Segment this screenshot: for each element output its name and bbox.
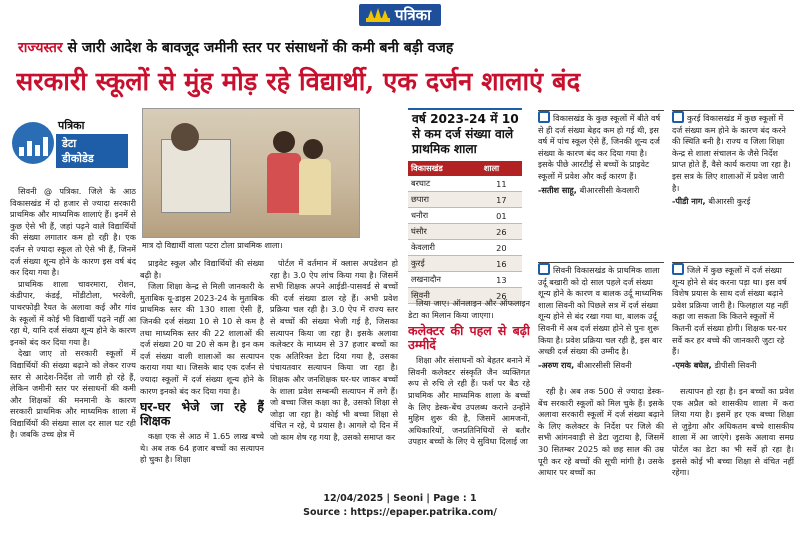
table-row	[408, 208, 522, 224]
col6-paragraph: सत्यापन हो रहा है। इन बच्चों का प्रवेश एक अप्रैल को शासकीय शाला में करा लिया गया है। इसमें हर एक बच्चा शिक्षा से जुड़ेगा और अधिकतम बच्चे शासकीय शाला में आ जाएंगे। इसके अलावा समग्र पोर्टल का डेटा का भी सर्वे हो रहा है। इससे कोई भी बच्चा शिक्षा से वंचित नहीं रहेगा।	[672, 386, 794, 478]
table-cell: 26	[481, 224, 522, 240]
author-role: बीआरसी कुरई	[708, 196, 751, 207]
table-row	[408, 224, 522, 240]
page-footer	[0, 492, 800, 520]
col2-paragraph: कक्षा एक से आठ में 1.65 लाख बच्चे थे। अब तक 64 हजार बच्चों का सत्यापन हो चुका है। शिक्षा	[140, 431, 264, 465]
col1-paragraph: सिवनी @ पत्रिका. जिले के आठ विकासखंड में दो हजार से ज्यादा सरकारी प्राथमिक और माध्यमिक शालाएं हैं। इनमें से कुछ ऐसे भी हैं, जहां पढ़ने वाले विद्यार्थियों की संख्या लगातार कम हो रही है। एक दर्जन से ज्यादा स्कूल तो ऐसे भी हैं, जिनमें दर्ज संख्या शून्य होने के कारण इस वर्ष बंद कर दिया गया है।	[10, 186, 136, 278]
table-cell: 16	[481, 256, 522, 272]
student-head	[273, 131, 295, 153]
photo-caption: मात्र दो विद्यार्थी वाला पटरा टोला प्राथमिक शाला।	[142, 241, 283, 250]
badge-line2: डीकोडेड	[62, 152, 94, 165]
col5-paragraph: रही है। अब तक 500 से ज्यादा डेस्क-बेंच सरकारी स्कूलों को मिल चुके हैं। इसके अलावा सरकारी स्कूलों में दर्ज संख्या बढ़ाने के लिए कलेक्टर के निर्देश पर जिले की सभी आंगनवाड़ी से डेटा जुटाया है, जिसमें 30 सितम्बर 2025 को छह साल की उम्र पूरी कर रहे बच्चों की सूची मांगी है। उसके आधार पर बच्चों का	[538, 386, 664, 478]
col4-paragraph: शिक्षा और संसाधनों को बेहतर बनाने में सिवनी कलेक्टर संस्कृति जैन व्यक्तिगत रूप से रुचि ले रही हैं। फर्श पर बैठ रहे प्राथमिक और माध्यमिक शाला के बच्चों के लिए डेस्क-बेंच उपलब्ध कराने उन्होंने मुहिम शुरू की है, जिसमें आमजनों, अधिकारियों, जनप्रतिनिधियों से बतौर उपहार बच्चों के लिए ये सुविधा दिलाई जा	[408, 355, 530, 447]
headline: सरकारी स्कूलों से मुंह मोड़ रहे विद्यार्थी, एक दर्जन शालाएं बंद	[16, 67, 581, 97]
quote-box	[538, 110, 664, 256]
table-row	[408, 176, 522, 192]
quote-author	[672, 360, 794, 372]
article-column-1	[10, 186, 136, 492]
article-column-5	[538, 386, 664, 492]
table-cell: 17	[481, 192, 522, 208]
table-cell: 01	[481, 208, 522, 224]
quote-author	[538, 185, 664, 197]
table-header: विकासखंड	[408, 161, 481, 176]
masthead-brand: पत्रिका	[394, 6, 432, 24]
student-figure	[267, 153, 301, 213]
quote-box	[672, 262, 794, 382]
author-role: बीआरसीसी केवलारी	[579, 184, 640, 195]
table-row	[408, 192, 522, 208]
article-column-3	[270, 258, 398, 492]
lion-crest-icon	[365, 6, 391, 24]
article-column-4	[408, 298, 530, 492]
quote-author	[538, 360, 664, 372]
student-head	[303, 139, 323, 159]
article-column-6	[672, 386, 794, 492]
footer-source-line: Source : https://epaper.patrika.com/	[303, 507, 497, 518]
col2-paragraph: जिला शिक्षा केन्द्र से मिली जानकारी के मुताबिक यू-डाइस 2023-24 के मुताबिक प्राथमिक स्तर की 130 शाला ऐसी हैं, जिनकी दर्ज संख्या 10 से 10 से कम है तथा माध्यमिक स्तर की 22 शालाओं की दर्ज संख्या 20 या 20 से कम है। इन कम दर्ज संख्या वाली शालाओं का सत्यापन कराया गया था। जिसके बाद एक दर्जन से ज्यादा स्कूलों में दर्ज संख्या शून्य होने के कारण इनको बंद कर दिया गया है।	[140, 281, 264, 396]
table-cell: सिवनी	[408, 288, 481, 304]
table-row	[408, 256, 522, 272]
col2-paragraph: प्राइवेट स्कूल और विद्यार्थियों की संख्या बढ़ी है।	[140, 258, 264, 280]
badge-brand: पत्रिका	[58, 119, 85, 132]
kicker-red: राज्यस्तर	[18, 40, 63, 56]
quote-icon	[538, 263, 550, 275]
table-cell: 20	[481, 240, 522, 256]
quote-icon	[672, 111, 684, 123]
quote-text: सिवनी विकासखंड के प्राथमिक शाला उर्दू बखारी को दो साल पहले दर्ज संख्या शून्य होने के कारण व बालक उर्दू माध्यमिक शाला सिवनी को पिछले सत्र में दर्ज संख्या शून्य होने से बंद रखा गया था, बालक उर्दू सिवनी में अब दर्ज संख्या होने से पुनः शुरू किया है। प्रवेश प्रक्रिया चल रही है, इस बार अच्छी दर्ज संख्या की उम्मीद है।	[538, 265, 663, 357]
author-name: -एमके बघेल,	[672, 359, 712, 370]
quote-text: जिले में कुछ स्कूलों में दर्ज संख्या शून्य होने से बंद करना पड़ा था। इस वर्ष विशेष प्रयास के साथ दर्ज संख्या बढ़ाने प्रवेश प्रक्रिया जारी है। फिलहाल यह नहीं कहा जा सकता कि कितने स्कूलों में कितनी दर्ज संख्या होगी। शिक्षक घर-घर सर्वे कर हर बच्चे की जानकारी जुटा रहे हैं।	[672, 265, 789, 357]
table-cell: धनौरा	[408, 208, 481, 224]
col1-paragraph: प्राथमिक शाला चावरमारा, रोशन, कंडीपार, कंडई, मोंडीटोला, भरवेली, पाथरफोड़ी रैयत के अलावा कई और गांव के स्कूलों में कोई भी विद्यार्थी पढ़ने नहीं आ रहा थे, यानि दर्ज संख्या शून्य होने के कारण इनको बंद कर दिया गया है।	[10, 278, 136, 347]
table-row	[408, 240, 522, 256]
table-header: शाला	[481, 161, 522, 176]
kicker-rest: से जारी आदेश के बावजूद जमीनी स्तर पर संसाधनों की कमी बनी बड़ी वजह	[62, 40, 454, 56]
table-cell: केवलारी	[408, 240, 481, 256]
data-table-box	[408, 108, 522, 300]
table-cell: 11	[481, 176, 522, 192]
table-cell: कुरई	[408, 256, 481, 272]
quote-author	[672, 196, 794, 208]
author-role: बीआरसीसी सिवनी	[577, 359, 632, 370]
quote-icon	[672, 263, 684, 275]
chart-board	[161, 139, 231, 213]
teacher-figure	[171, 123, 199, 151]
table-cell: घंसौर	[408, 224, 481, 240]
table-cell: लखनादौन	[408, 272, 481, 288]
table-cell: 26	[481, 288, 522, 304]
col1-paragraph: देखा जाए तो सरकारी स्कूलों में विद्यार्थियों की संख्या बढ़ाने को लेकर राज्य स्तर से आदेश-निर्देश तो जारी हो रहे हैं, लेकिन जमीनी स्तर पर संसाधनों की कमी और शिक्षकों की मनमानी के कारण सरकारी प्राथमिक और माध्यमिक शाला में विद्यार्थियों की संख्या साल दर साल घट रही है। जबकि उच्च क्षेत्र में	[10, 348, 136, 440]
footer-date-line: 12/04/2025 | Seoni | Page : 1	[323, 493, 477, 504]
author-name: -पीडी नाग,	[672, 196, 706, 207]
bar-chart-icon	[12, 122, 54, 164]
patrika-logo	[359, 4, 441, 26]
col4-paragraph: लिया जाए। ऑनलाइन और ऑफलाइन डेटा का मिलान किया जाएगा।	[408, 298, 530, 320]
school-photo	[142, 108, 360, 238]
author-name: -अरुण राय,	[538, 359, 575, 370]
table-cell: छपारा	[408, 192, 481, 208]
badge-line1: डेटा	[62, 137, 77, 150]
quote-text: कुरई विकासखंड में कुछ स्कूलों में दर्ज संख्या कम होने के कारण बंद करने की स्थिति बनी है। राज्य व जिला शिक्षा केन्द्र से शाला संचालन के जैसे निर्देश प्राप्त होते हैं, वैसे कार्य कराया जा रहा है। इस सत्र के लिए शालाओं में प्रवेश जारी है।	[672, 113, 791, 193]
table-cell: 13	[481, 272, 522, 288]
article-column-2	[140, 258, 264, 492]
kicker-line	[18, 38, 453, 57]
schools-table	[408, 161, 522, 304]
col4-subhead: कलेक्टर की पहल से बढ़ी उम्मीदें	[408, 323, 530, 353]
quote-box	[672, 110, 794, 256]
table-cell: बरघाट	[408, 176, 481, 192]
quote-text: विकासखंड के कुछ स्कूलों में बीते वर्ष से ही दर्ज संख्या बेहद कम हो गई थी, इस वर्ष में पांच स्कूल ऐसे हैं, जिनकी शून्य दर्ज संख्या के कारण बंद कर दिया गया है। इसके पीछे आरटीई से बच्चों के प्राइवेट स्कूलों में प्रवेश और कई कारण हैं।	[538, 113, 661, 181]
col2-subhead: घर-घर भेजे जा रहे हैं शिक्षक	[140, 399, 264, 429]
masthead	[0, 0, 800, 30]
author-name: -सतीश साहू,	[538, 184, 577, 195]
col3-paragraph: पोर्टल में वर्तमान में क्लास अपडेशन हो रहा है। 3.0 ऐप लांच किया गया है। जिसमें सभी शिक्षक अपने आईडी-पासवर्ड से बच्चों की दर्ज संख्या डाल रहे हैं। अभी प्रवेश प्रक्रिया चल रही है। 3.0 ऐप में राज्य स्तर से बच्चों की संख्या भेजी गई है, जिसका सत्यापन किया जा रहा है। इसके अलावा कलेक्टर के माध्यम से 37 हजार बच्चों का एक अतिरिक्त डेटा दिया गया है, उसका पंचायतवार सत्यापन किया जा रहा है। शिक्षक और जनशिक्षक घर-घर जाकर बच्चों के शाला प्रवेश सम्बन्धी सत्यापन में लगे हैं। जो बच्चा जिस कक्षा का है, उसको शिक्षा से जोड़ा जा रहा है। कोई भी बच्चा शिक्षा से वंचित न रहे, ये प्रयास है। आगले दो दिन में जो काम शेष रह गया है, उसको समाप्त कर	[270, 258, 398, 442]
table-row	[408, 272, 522, 288]
quote-icon	[538, 111, 550, 123]
student-figure	[299, 159, 331, 215]
data-decoded-badge	[12, 116, 130, 182]
table-title: वर्ष 2023-24 में 10 से कम दर्ज संख्या वाले प्राथमिक शाला	[408, 108, 522, 161]
quote-box	[538, 262, 664, 382]
author-role: डीपीसी सिवनी	[714, 359, 757, 370]
badge-band	[56, 134, 128, 168]
